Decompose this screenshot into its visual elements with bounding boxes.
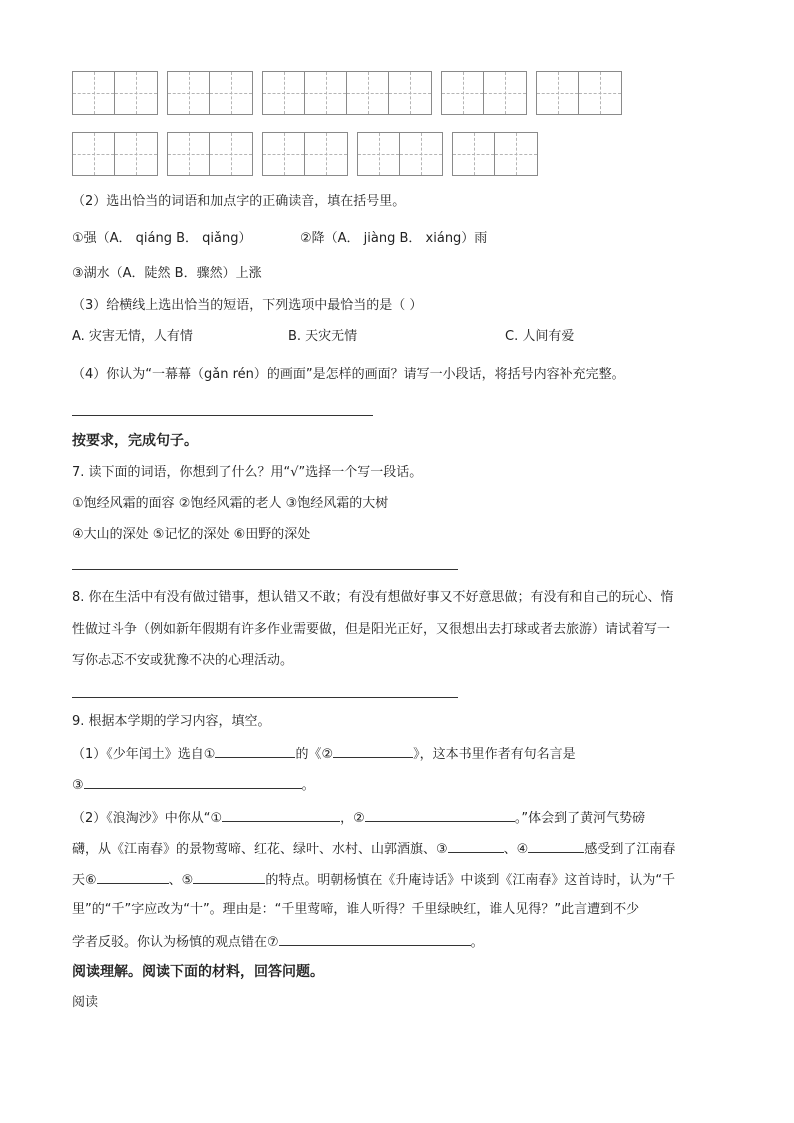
q9-2-text-c2: 、⑤ <box>168 873 194 888</box>
grid-word-box[interactable] <box>167 71 253 115</box>
question-2-item-1: ①强（A． qiáng B． qiǎng） <box>72 231 252 246</box>
q9-2-text-c3: 的特点。明朝杨慎在《升庵诗话》中谈到《江南春》这首诗时，认为“千 <box>265 873 676 888</box>
q9-2-text-b3: 感受到了江南春 <box>584 842 676 857</box>
blank-3[interactable] <box>84 774 302 789</box>
answer-line-q8[interactable] <box>72 697 458 698</box>
question-8-line-2: 性做过斗争（例如新年假期有许多作业需要做，但是阳光正好，又很想出去打球或者去旅游）请试着写一 <box>72 622 671 637</box>
question-3-stem: （3）给横线上选出恰当的短语，下列选项中最恰当的是（ ） <box>72 298 423 313</box>
grid-word-box[interactable] <box>167 132 253 176</box>
q9-2-text-a2: ，② <box>340 811 365 826</box>
question-9-2-line-4: 里”的“千”字应改为“十”。理由是：“千里莺啼，谁人听得？千里绿映红，谁人见得？”此言遭到不少 <box>72 902 640 917</box>
q9-2-text-c1: 天⑥ <box>72 873 97 888</box>
q9-1-text-d: ③ <box>72 778 84 793</box>
section-heading-sentences: 按要求，完成句子。 <box>72 433 198 449</box>
writing-grid-row-2 <box>72 132 538 176</box>
question-7-words-line-1: ①饱经风霜的面容 ②饱经风霜的老人 ③饱经风霜的大树 <box>72 496 389 511</box>
question-9-2-line-3 <box>72 869 675 891</box>
blank-poem-1[interactable] <box>222 807 340 822</box>
q9-1-text-c: 》，这本书里作者有句名言是 <box>413 747 576 762</box>
question-7-words-line-2: ④大山的深处 ⑤记忆的深处 ⑥田野的深处 <box>72 527 311 542</box>
question-9-2-line-2 <box>72 838 675 860</box>
reading-label: 阅读 <box>72 995 99 1010</box>
section-heading-reading: 阅读理解。阅读下面的材料，回答问题。 <box>72 964 324 980</box>
question-8-line-3: 写你忐忑不安或犹豫不决的心理活动。 <box>72 653 294 668</box>
grid-word-box[interactable] <box>536 71 622 115</box>
q9-2-text-a3: 。”体会到了黄河气势磅 <box>514 811 646 826</box>
answer-line-q4[interactable] <box>72 415 373 416</box>
blank-poem-4[interactable] <box>528 838 584 853</box>
blank-poem-3[interactable] <box>448 838 504 853</box>
writing-grid-row-1 <box>72 71 622 115</box>
grid-word-box[interactable] <box>262 132 348 176</box>
q9-1-text-a: （1）《少年闰土》选自① <box>72 747 216 762</box>
question-4-stem: （4）你认为“一幕幕（gǎn rén）的画面”是怎样的画面？请写一小段话，将括号内容补充完整。 <box>72 367 625 382</box>
blank-poem-7[interactable] <box>279 931 471 946</box>
question-3-option-a[interactable]: A. 灾害无情，人有情 <box>72 329 193 344</box>
blank-1[interactable] <box>215 743 295 758</box>
grid-word-box[interactable] <box>452 132 538 176</box>
question-8-line-1: 8. 你在生活中有没有做过错事，想认错又不敢；有没有想做好事又不好意思做；有没有和自己的玩心、惰 <box>72 590 674 605</box>
q9-2-text-e2: 。 <box>470 935 484 950</box>
q9-1-text-e: 。 <box>301 778 315 793</box>
answer-line-q7[interactable] <box>72 569 458 570</box>
question-9-1-line-1 <box>72 743 722 765</box>
grid-word-box[interactable] <box>262 71 432 115</box>
blank-poem-6[interactable] <box>97 869 169 884</box>
question-2-stem: （2）选出恰当的词语和加点字的正确读音，填在括号里。 <box>72 194 406 209</box>
q9-2-text-e1: 学者反驳。你认为杨慎的观点错在⑦ <box>72 935 279 950</box>
question-9-2-line-5 <box>72 931 484 953</box>
grid-word-box[interactable] <box>72 132 158 176</box>
blank-poem-5[interactable] <box>193 869 265 884</box>
question-3-option-c[interactable]: C. 人间有爱 <box>505 329 575 344</box>
question-9-2-line-1 <box>72 807 645 829</box>
q9-2-text-a1: （2）《浪淘沙》中你从“① <box>72 811 223 826</box>
question-7-stem: 7. 读下面的词语，你想到了什么？用“√”选择一个写一段话。 <box>72 465 423 480</box>
grid-word-box[interactable] <box>357 132 443 176</box>
question-9-stem: 9. 根据本学期的学习内容，填空。 <box>72 714 271 729</box>
grid-word-box[interactable] <box>441 71 527 115</box>
q9-2-text-b2: 、④ <box>503 842 529 857</box>
question-3-option-b[interactable]: B. 天灾无情 <box>288 329 358 344</box>
question-2-item-2: ②降（A． jiàng B． xiáng）雨 <box>300 231 488 246</box>
q9-2-text-b1: 礴，从《江南春》的景物莺啼、红花、绿叶、水村、山郭酒旗、③ <box>72 842 448 857</box>
question-2-item-3: ③湖水（A．陡然 B．骤然）上涨 <box>72 266 262 281</box>
grid-word-box[interactable] <box>72 71 158 115</box>
q9-1-text-b: 的《② <box>295 747 334 762</box>
question-9-1-line-2 <box>72 774 315 796</box>
blank-2[interactable] <box>333 743 413 758</box>
blank-poem-2[interactable] <box>365 807 515 822</box>
